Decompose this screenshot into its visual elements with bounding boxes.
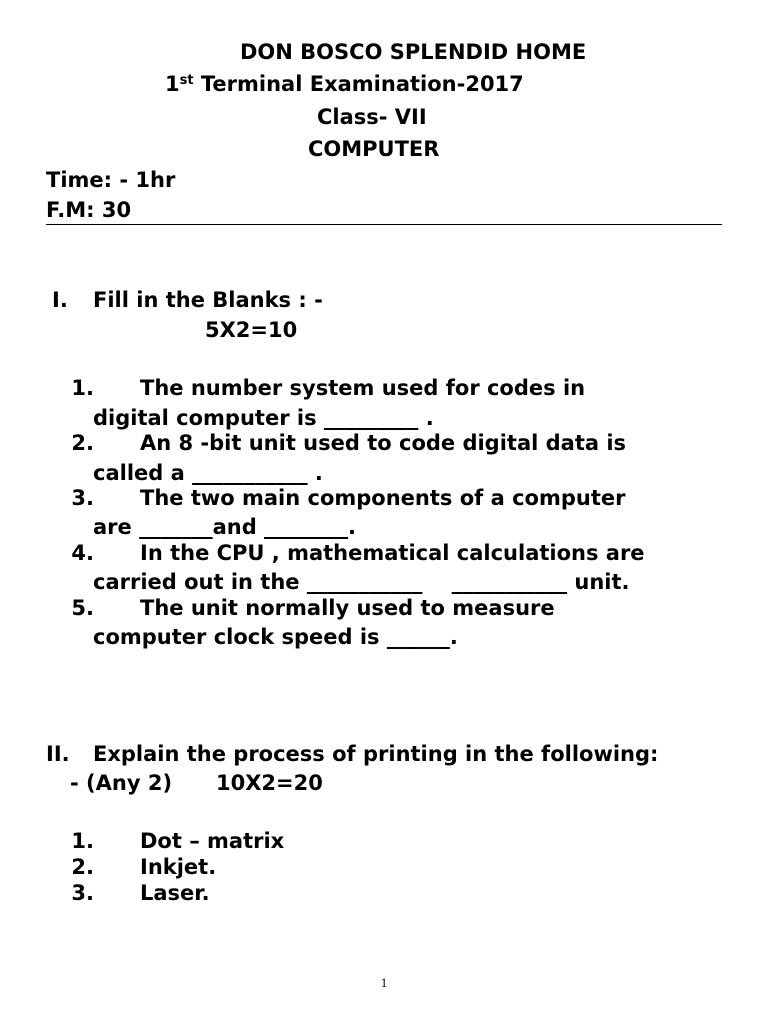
time-label: Time: - 1hr [46,168,176,192]
section2-marks: 10X2=20 [216,771,323,795]
section2-instruction: - (Any 2) [70,771,173,795]
item-text-line2: called a ___________ . [93,461,323,485]
item-text-line1: In the CPU , mathematical calculations are [140,541,645,565]
item-number: 5. [71,596,94,620]
item-number: 1. [71,829,94,853]
item-number: 2. [71,431,94,455]
exam-ordinal: 1 [165,72,180,96]
item-text: Dot – matrix [140,829,285,853]
item-number: 2. [71,855,94,879]
section2-title: Explain the process of printing in the following: [93,742,659,766]
item-text-line2: computer clock speed is ______. [93,625,458,649]
header-divider [46,224,722,225]
full-marks-label: F.M: 30 [46,198,132,222]
exam-ordinal-suffix: st [179,73,194,88]
item-text-line1: The unit normally used to measure [140,596,555,620]
item-number: 1. [71,376,94,400]
item-text-line1: The number system used for codes in [140,376,586,400]
school-name: DON BOSCO SPLENDID HOME [240,40,587,64]
section1-marks: 5X2=10 [205,318,298,342]
item-text-line2: are _______and ________. [93,515,357,539]
page-number: 1 [380,975,388,990]
item-number: 3. [71,486,94,510]
section1-title: Fill in the Blanks : - [93,288,323,312]
item-text-line1: The two main components of a computer [140,486,626,510]
item-number: 4. [71,541,94,565]
item-text-line1: An 8 -bit unit used to code digital data is [140,431,627,455]
exam-title [165,69,524,99]
class-label: Class- VII [317,105,427,129]
exam-title-rest: Terminal Examination-2017 [193,72,524,96]
item-number: 3. [71,881,94,905]
section2-numeral: II. [46,742,70,766]
subject-label: COMPUTER [308,137,440,161]
item-text-line2: carried out in the ___________ ___________ unit. [93,570,630,594]
section1-numeral: I. [52,288,68,312]
item-text: Laser. [140,881,210,905]
item-text: Inkjet. [140,855,217,879]
item-text-line2: digital computer is _________ . [93,406,434,430]
